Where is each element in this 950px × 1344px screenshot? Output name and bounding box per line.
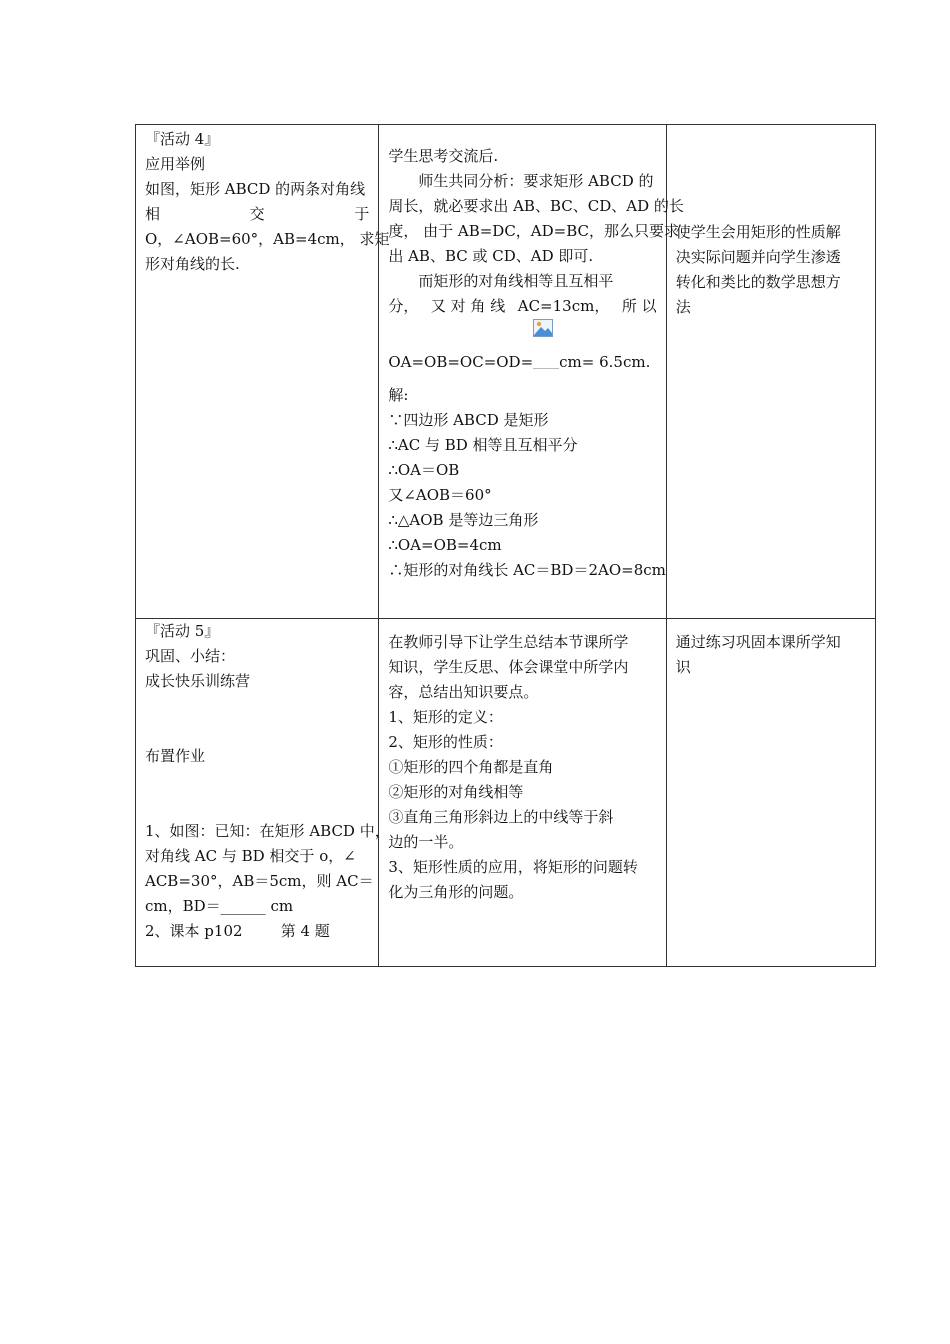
purpose-line: 法 [675,298,691,316]
spacer [145,694,369,744]
problem-word: 于 [354,205,370,223]
spacer [145,769,369,819]
activity-4-heading: 应用举例 [145,155,206,173]
exercise-line: 1、如图：已知：在矩形 ABCD 中， [145,822,390,840]
summary-line: 化为三角形的问题。 [388,883,524,901]
exercise-line: 对角线 AC 与 BD 相交于 o，∠ [145,847,356,865]
summary-line: ②矩形的对角线相等 [388,783,524,801]
image-icon [533,319,553,337]
activity-4-cell [136,125,390,619]
purpose-line: 识 [675,658,691,676]
purpose-line: 通过练习巩固本课所学知 [675,633,841,651]
summary-line: 边的一半。 [388,833,464,851]
summary-line: ③直角三角形斜边上的中线等于斜 [388,808,614,826]
formula-left: OA=OB=OC=OD= [388,353,534,371]
problem-line: 形对角线的长. [145,255,240,273]
exercise-line: ACB=30°，AB＝5cm，则 AC＝ [145,872,374,890]
summary-cell [379,619,666,967]
problem-line: 如图，矩形 ABCD 的两条对角线 [145,180,366,198]
problem-word: 相 [145,205,161,223]
solution-step: ∴矩形的对角线长 AC＝BD＝2AO=8cm [388,561,666,579]
summary-line: 2、矩形的性质： [388,733,503,751]
solution-step: 又∠AOB＝60° [388,486,492,504]
summary-line: ①矩形的四个角都是直角 [388,758,554,776]
formula-right: cm= 6.5cm. [559,353,651,371]
solution-step: ∵四边形 ABCD 是矩形 [388,411,549,429]
solution-label: 解: [388,386,409,404]
purpose-line: 转化和类比的数学思想方 [675,273,841,291]
summary-line: 知识，学生反思、体会课堂中所学内 [388,658,629,676]
exercise-line: 2、课本 p102 第 4 题 [145,922,330,940]
activity-4-title: 『活动 4』 [145,130,220,148]
summary-line: 容，总结出知识要点。 [388,683,539,701]
table-row-activity-5 [136,619,876,967]
problem-line: O，∠AOB=60°，AB=4cm， 求矩 [145,230,390,248]
property-line-spread [388,294,656,319]
purpose-line: 决实际问题并向学生渗透 [675,248,841,266]
activity-5-subtitle: 成长快乐训练营 [145,672,251,690]
exercise-line: cm，BD＝______ cm [145,897,294,915]
problem-line-spread [145,202,369,227]
activity-5-title: 『活动 5』 [145,622,220,640]
solution-step: ∴△AOB 是等边三角形 [388,511,539,529]
analysis-line: 师生共同分析：要求矩形 ABCD 的 [418,172,654,190]
problem-word: 交 [249,205,265,223]
practice-purpose-cell [666,619,875,967]
activity-5-cell [136,619,390,967]
solution-step: ∴OA=OB=4cm [388,536,502,554]
solution-step: ∴OA＝OB [388,461,460,479]
purpose-line: 使学生会用矩形的性质解 [675,223,841,241]
summary-line: 3、矩形性质的应用，将矩形的问题转 [388,858,638,876]
property-word: AC=13cm， [517,297,610,315]
analysis-line: 出 AB、BC 或 CD、AD 即可. [388,247,594,265]
broken-image-icon [533,319,559,373]
intro-line: 学生思考交流后. [388,147,499,165]
lesson-plan-table [135,124,876,967]
purpose-cell [666,125,875,619]
summary-line: 在教师引导下让学生总结本节课所学 [388,633,629,651]
property-word: 分， [388,297,419,315]
property-word: 又 对 角 线 [430,297,506,315]
analysis-cell [379,125,684,619]
activity-5-subtitle: 巩固、小结： [145,647,236,665]
table-row-activity-4 [136,125,876,619]
homework-heading: 布置作业 [145,747,206,765]
property-line: 而矩形的对角线相等且互相平 [418,272,614,290]
property-word: 所 以 [621,297,657,315]
analysis-line: 周长，就必要求出 AB、BC、CD、AD 的长 [388,197,684,215]
formula-line [388,319,656,373]
analysis-line: 度， 由于 AB=DC，AD=BC，那么只要求 [388,222,679,240]
summary-line: 1、矩形的定义： [388,708,503,726]
solution-step: ∴AC 与 BD 相等且互相平分 [388,436,578,454]
